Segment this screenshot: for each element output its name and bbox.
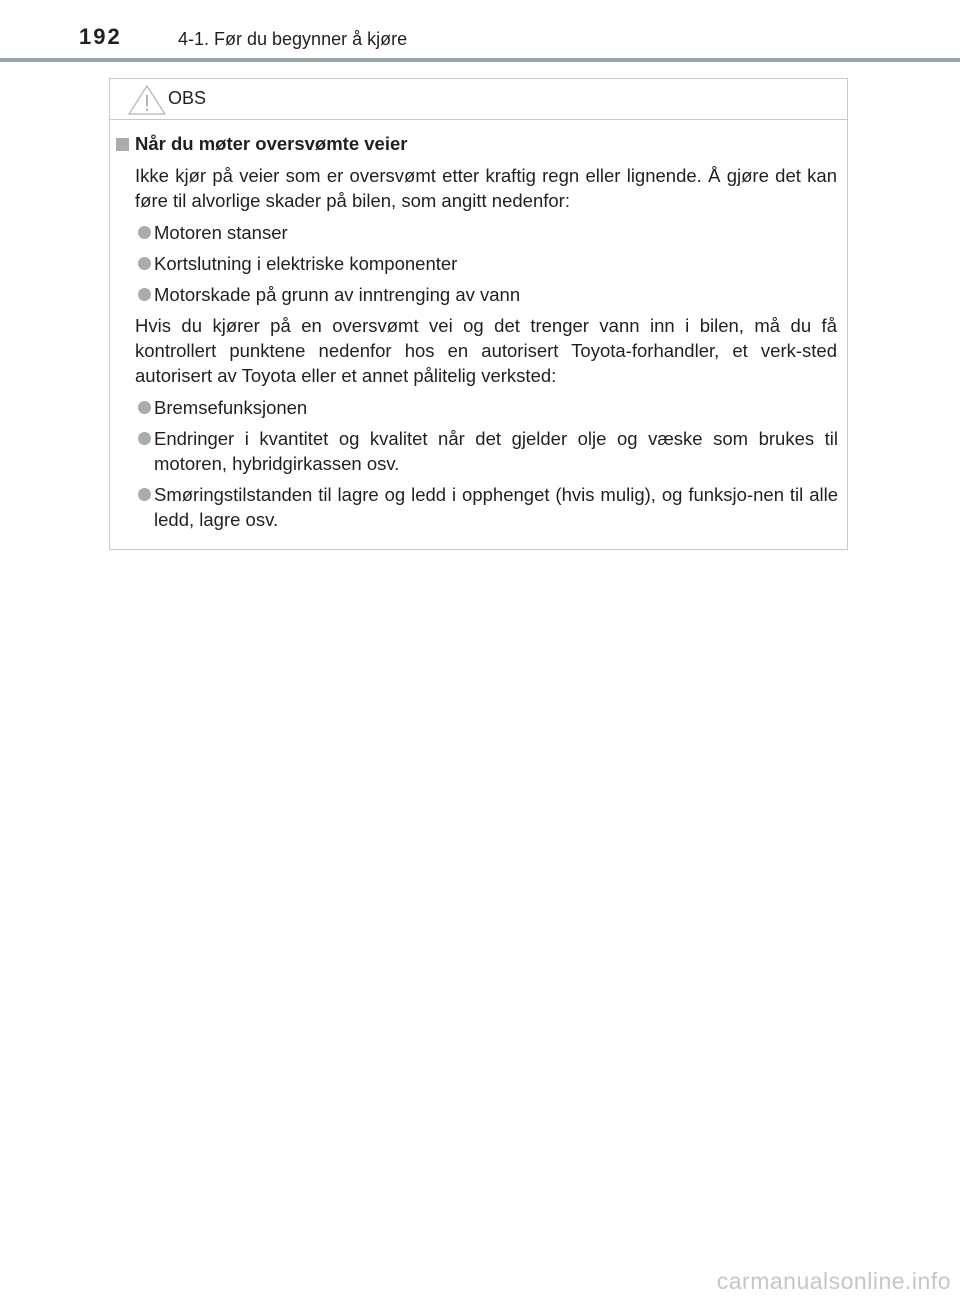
warning-triangle-icon <box>127 84 167 116</box>
list-item <box>154 282 838 307</box>
circle-bullet-icon <box>138 432 151 445</box>
page-header <box>0 0 960 62</box>
list-item <box>154 395 838 420</box>
notice-header <box>110 79 847 120</box>
page-number: 192 <box>79 24 122 49</box>
notice-label: OBS <box>168 88 207 108</box>
square-bullet-icon <box>116 138 129 151</box>
check-paragraph: Hvis du kjører på en oversvømt vei og det trenger vann inn i bilen, må du få kontrollert punktene nedenfor hos en autorisert Toyota-forhandler, et verk-sted autorisert av Toyota eller et annet pålitelig verksted: <box>135 315 837 386</box>
section-title: 4-1. Før du begynner å kjøre <box>178 29 408 49</box>
list-item-text: Motorskade på grunn av inntrenging av vann <box>154 284 521 305</box>
intro-paragraph: Ikke kjør på veier som er oversvømt etter kraftig regn eller lignende. Å gjøre det kan føre til alvorlige skader på bilen, som angitt nedenfor: <box>135 165 837 211</box>
watermark: carmanualsonline.info <box>716 1268 951 1294</box>
list-item <box>154 426 838 476</box>
caution-notice-box <box>109 78 848 550</box>
circle-bullet-icon <box>138 257 151 270</box>
list-item-text: Kortslutning i elektriske komponenter <box>154 253 458 274</box>
circle-bullet-icon <box>138 488 151 501</box>
list-item <box>154 251 838 276</box>
list-item-text: Bremsefunksjonen <box>154 397 308 418</box>
subheading <box>110 133 847 155</box>
notice-content <box>110 133 847 538</box>
list-item <box>154 482 838 532</box>
list-item <box>154 220 838 245</box>
circle-bullet-icon <box>138 288 151 301</box>
subheading-text: Når du møter oversvømte veier <box>135 133 408 154</box>
circle-bullet-icon <box>138 226 151 239</box>
list-item-text: Motoren stanser <box>154 222 288 243</box>
list-item-text: Smøringstilstanden til lagre og ledd i opphenget (hvis mulig), og funksjo-nen til alle ledd, lagre osv. <box>154 484 838 530</box>
circle-bullet-icon <box>138 401 151 414</box>
list-item-text: Endringer i kvantitet og kvalitet når det gjelder olje og væske som brukes til motoren, hybridgirkassen osv. <box>154 428 838 474</box>
